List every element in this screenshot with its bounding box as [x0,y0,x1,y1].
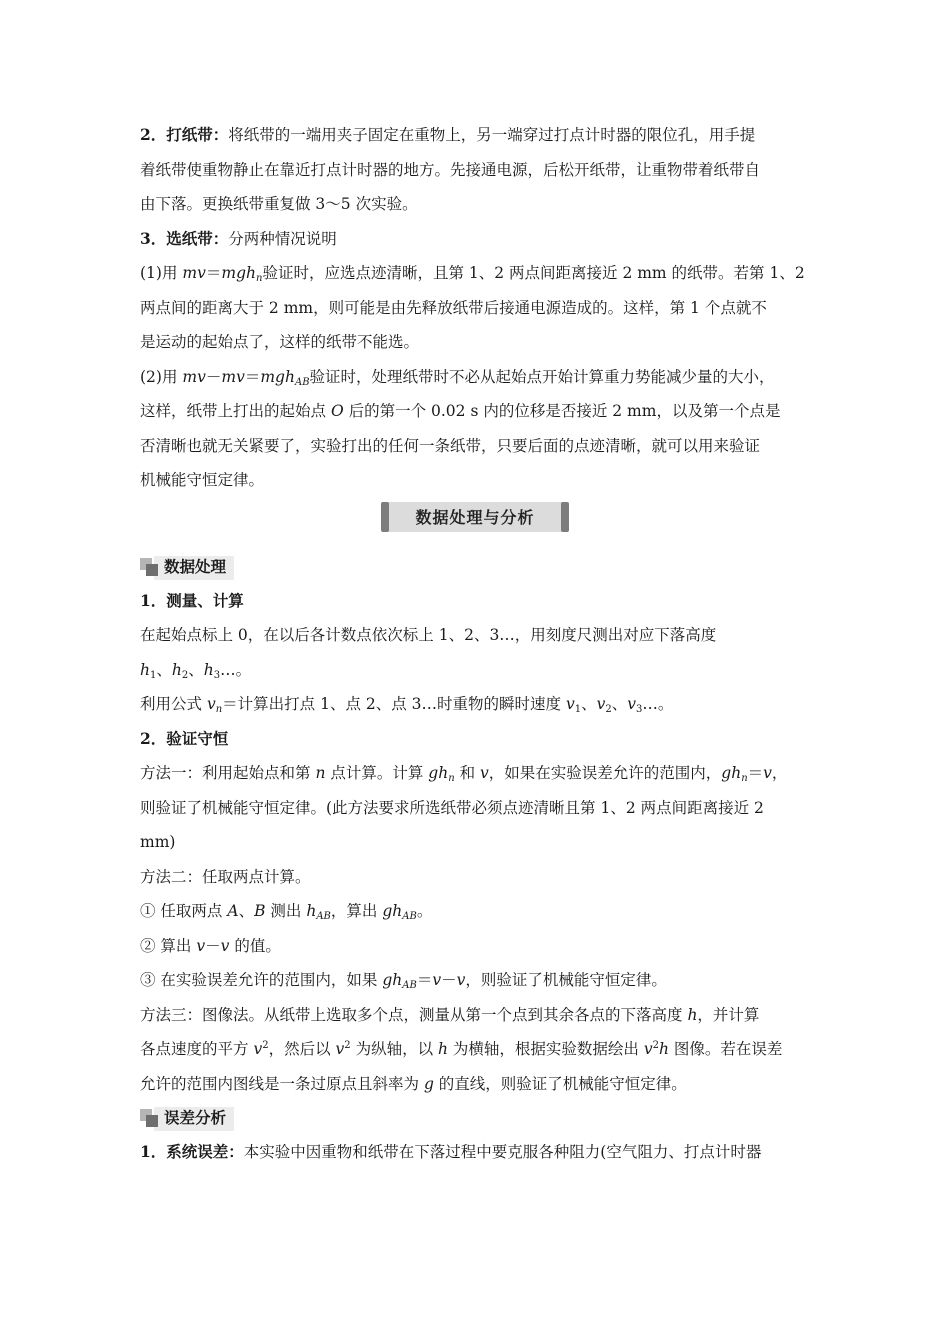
section-squares-icon [140,558,160,578]
section-squares-icon [140,1109,160,1129]
section-header-data [140,550,812,584]
case-2-line-1: (2)用 mv－mv＝mgh$_{AB}$验证时，处理纸带时不必从起始点开始计算重力势能减少量的大小， [140,367,775,388]
method-3-line-2: 各点速度的平方 $v^2$，然后以 $v^2$ 为纵轴，以 h 为横轴，根据实验数据绘出 $v^2h$ 图像。若在误差 [140,1040,783,1058]
method-2-step-3: ③ 在实验误差允许的范围内，如果 $gh_{AB}=v-v$，则验证了机械能守恒定律。 [140,971,667,991]
error-step-1-label: 1．系统误差： [140,1142,244,1161]
section-banner [140,500,812,544]
method-1-line-1: 方法一：利用起始点和第 n 点计算。计算 $gh_n$ 和 v，如果在实验误差允许的范围内，$gh_n=v$， [140,764,788,784]
section-title: 数据处理 [164,557,227,576]
method-3-line-3: 允许的范围内图线是一条过原点且斜率为 g 的直线，则验证了机械能守恒定律。 [140,1074,687,1093]
case-1-line-2: 两点间的距离大于 2 mm，则可能是由先释放纸带后接通电源造成的。这样，第 1 个点就不 [140,298,767,317]
data-step-1-line-3: 利用公式 $v_n=$计算出打点 1、点 2、点 3…时重物的瞬时速度 $v_1$、$v_2$、$v_3\dots$。 [140,695,674,715]
error-step-1-line: 1．系统误差：本实验中因重物和纸带在下落过程中要克服各种阻力(空气阻力、打点计时器 [140,1142,762,1161]
method-1-line-2: 则验证了机械能守恒定律。(此方法要求所选纸带必须点迹清晰且第 1、2 两点间距离接近 2 [140,798,764,817]
case-1-line-1: (1)用 mv＝mgh$_n$验证时，应选点迹清晰，且第 1、2 两点间距离接近 2 mm 的纸带。若第 1、2 [140,264,805,284]
case-2-line-3: 否清晰也就无关紧要了，实验打出的任何一条纸带，只要后面的点迹清晰，就可以用来验证 [140,436,761,455]
document-page [140,118,812,1170]
data-step-2-label: 2．验证守恒 [140,728,229,748]
banner-title: 数据处理与分析 [385,502,565,532]
method-2-step-1: ① 任取两点 A、B 测出 $h_{AB}$，算出 $gh_{AB}$。 [140,902,433,922]
step-2-line-3: 由下落。更换纸带重复做 3～5 次实验。 [140,195,418,213]
step-2-line-1: 2．打纸带：将纸带的一端用夹子固定在重物上，另一端穿过打点计时器的限位孔，用手提 [140,125,756,144]
data-step-1-line-1: 在起始点标上 0，在以后各计数点依次标上 1、2、3…，用刻度尺测出对应下落高度 [140,626,717,644]
method-3-line-1: 方法三：图像法。从纸带上选取多个点，测量从第一个点到其余各点的下落高度 h，并计算 [140,1005,760,1024]
data-step-1-label: 1．测量、计算 [140,590,244,610]
data-step-1-line-2: $h_1$、$h_2$、$h_3\dots$。 [140,660,252,681]
section-header-error [140,1101,812,1135]
method-2-line: 方法二：任取两点计算。 [140,867,311,886]
case-2-line-2: 这样，纸带上打出的起始点 O 后的第一个 0.02 s 内的位移是否接近 2 mm，以及第一个点是 [140,402,781,420]
step-2-label: 2．打纸带： [140,125,229,144]
method-2-step-2: ② 算出 v－v 的值。 [140,936,281,955]
method-1-line-3: mm) [140,833,176,851]
case-1-line-3: 是运动的起始点了，这样的纸带不能选。 [140,333,420,351]
step-3-label: 3．选纸带： [140,228,229,248]
step-3-line: 3．选纸带：分两种情况说明 [140,228,337,248]
step-2-line-2: 着纸带使重物静止在靠近打点计时器的地方。先接通电源，后松开纸带，让重物带着纸带自 [140,160,761,179]
section-title: 误差分析 [164,1109,227,1127]
case-2-line-4: 机械能守恒定律。 [140,471,265,489]
